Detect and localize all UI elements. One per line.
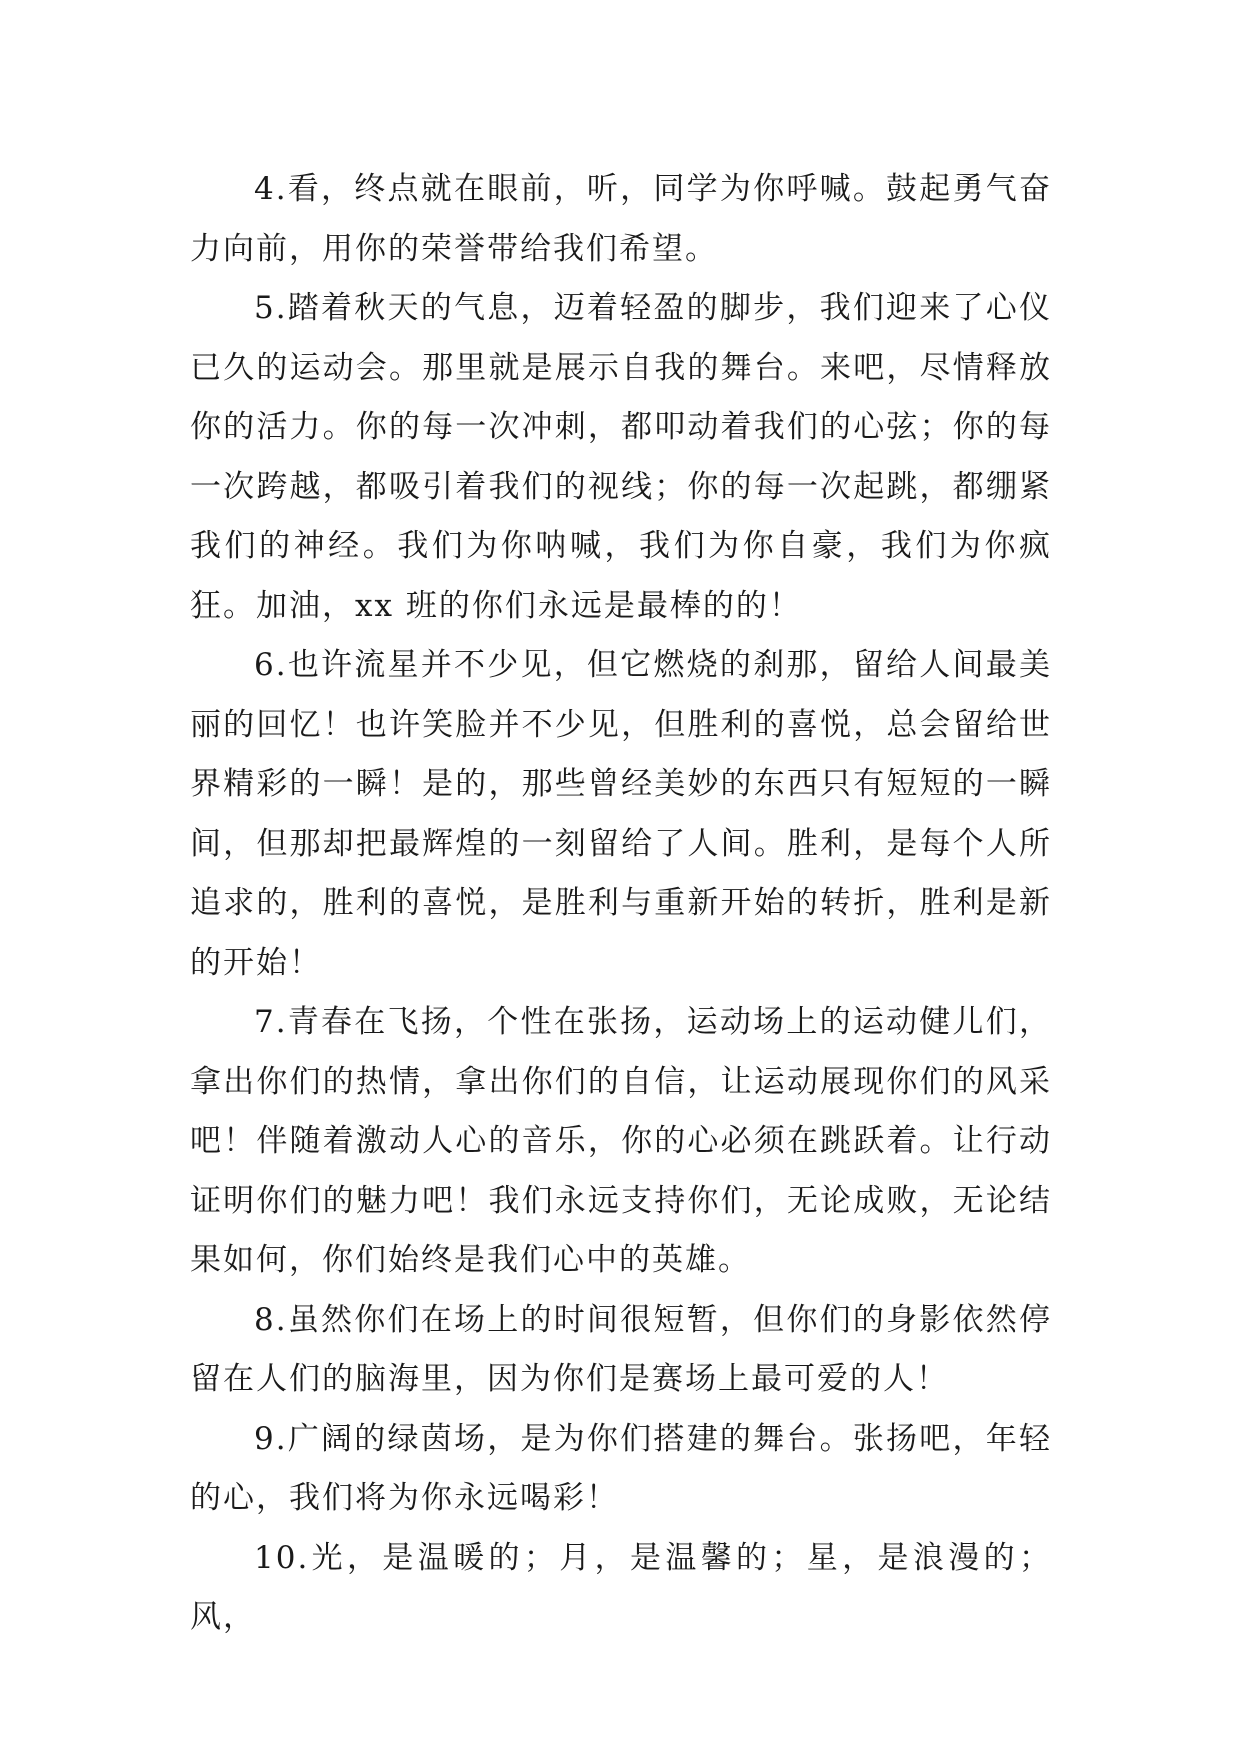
- paragraph-7: 7.青春在飞扬，个性在张扬，运动场上的运动健儿们，拿出你们的热情，拿出你们的自信，让运动展现你们的风采吧！伴随着激动人心的音乐，你的心必须在跳跃着。让行动证明你们的魅力吧！我们永远支持你们，无论成败，无论结果如何，你们始终是我们心中的英雄。: [190, 1004, 1052, 1278]
- paragraph-10: 10.光，是温暖的；月，是温馨的；星，是浪漫的；风，: [190, 1539, 1052, 1635]
- paragraph-5: 5.踏着秋天的气息，迈着轻盈的脚步，我们迎来了心仪已久的运动会。那里就是展示自我的舞台。来吧，尽情释放你的活力。你的每一次冲刺，都叩动着我们的心弦；你的每一次跨越，都吸引着我们的视线；你的每一次起跳，都绷紧我们的神经。我们为你呐喊，我们为你自豪，我们为你疯狂。加油，xx 班的你们永远是最棒的的！: [190, 290, 1052, 624]
- paragraph-4: 4.看，终点就在眼前，听，同学为你呼喊。鼓起勇气奋力向前，用你的荣誉带给我们希望。: [190, 171, 1052, 267]
- paragraph-9: 9.广阔的绿茵场，是为你们搭建的舞台。张扬吧，年轻的心，我们将为你永远喝彩！: [190, 1420, 1052, 1516]
- document-body: [190, 160, 1052, 1648]
- paragraph-6: 6.也许流星并不少见，但它燃烧的刹那，留给人间最美丽的回忆！也许笑脸并不少见，但胜利的喜悦，总会留给世界精彩的一瞬！是的，那些曾经美妙的东西只有短短的一瞬间，但那却把最辉煌的一刻留给了人间。胜利，是每个人所追求的，胜利的喜悦，是胜利与重新开始的转折，胜利是新的开始！: [190, 647, 1052, 981]
- paragraph-8: 8.虽然你们在场上的时间很短暂，但你们的身影依然停留在人们的脑海里，因为你们是赛场上最可爱的人！: [190, 1301, 1052, 1397]
